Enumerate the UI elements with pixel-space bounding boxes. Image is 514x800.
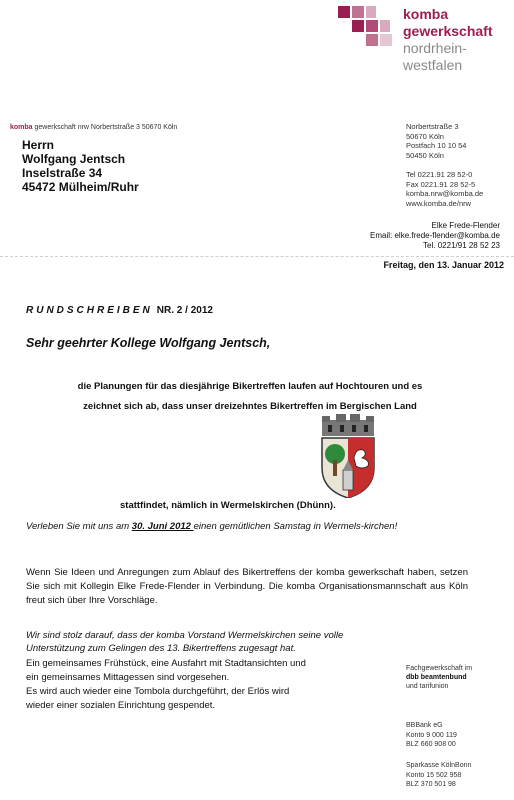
fold-divider	[0, 256, 514, 257]
affiliation-line-1: Fachgewerkschaft im	[406, 665, 473, 672]
letter-title	[26, 305, 213, 316]
logo-region-line1: nordrhein-	[403, 40, 467, 56]
contact-email: komba.nrw@komba.de	[406, 189, 484, 198]
intro-line-2: zeichnet sich ab, dass unser dreizehntes Bikertreffen im Bergischen Land	[83, 401, 417, 412]
contact-street: Norbertstraße 3	[406, 122, 459, 131]
intro-paragraph	[30, 377, 470, 417]
bank-block-2	[406, 761, 471, 790]
logo-brand-line2: gewerkschaft	[403, 23, 493, 39]
letter-number: NR. 2 / 2012	[156, 305, 213, 316]
logo-brand-line1: komba	[403, 6, 449, 22]
person-name: Elke Frede-Flender	[431, 221, 500, 230]
contact-person	[340, 221, 500, 251]
location-line: stattfindet, nämlich in Wermelskirchen (Dhünn).	[120, 500, 336, 511]
program-line-1: Ein gemeinsames Frühstück, eine Ausfahrt mit Stadtansichten und	[26, 658, 306, 669]
program-line-3: Es wird auch wieder eine Tombola durchgeführt, der Erlös wird	[26, 686, 290, 697]
invite-post: einen gemütlichen Samstag in Wermels-kirchen!	[193, 521, 398, 532]
bank2-name: Sparkasse KölnBonn	[406, 762, 472, 769]
support-paragraph: Wir sind stolz darauf, dass der komba Vorstand Wermelskirchen seine volle Unterstützung zum Gelingen des 13. Bikertreffens zugesagt hat.	[26, 630, 344, 654]
recipient-name: Wolfgang Jentsch	[22, 152, 126, 166]
recipient-street: Inselstraße 34	[22, 166, 103, 180]
bank2-konto: Konto 15 502 958	[406, 771, 462, 779]
letter-title-text: RUNDSCHREIBEN	[26, 305, 153, 316]
sender-brand: komba	[10, 124, 33, 131]
contact-web: www.komba.de/nrw	[406, 198, 472, 208]
contact-fax: Fax 0221.91 28 52-5	[406, 179, 476, 189]
contact-tel: Tel 0221.91 28 52-0	[406, 170, 473, 179]
invite-date: 30. Juni 2012	[131, 521, 194, 532]
komba-logo-text	[403, 6, 492, 74]
contact-city1: 50670 Köln	[406, 131, 444, 141]
intro-line-1: die Planungen für das diesjährige Bikertreffen laufen auf Hochtouren und es	[77, 381, 423, 392]
contact-postfach: Postfach 10 10 54	[406, 141, 467, 150]
recipient-city: 45472 Mülheim/Ruhr	[22, 180, 139, 194]
recipient-address	[22, 138, 139, 194]
komba-logo-mark	[338, 6, 396, 46]
bank2-blz: BLZ 370 501 98	[406, 781, 456, 788]
program-line-2: ein gemeinsames Mittagessen sind vorgesehen.	[26, 672, 230, 683]
bank1-blz: BLZ 660 908 00	[406, 741, 456, 748]
person-email: Email: elke.frede-flender@komba.de	[370, 231, 500, 240]
program-line-4: wieder einer sozialen Einrichtung gespendet.	[26, 700, 216, 711]
sender-line	[10, 124, 177, 131]
bank1-konto: Konto 9 000 119	[406, 731, 457, 739]
letter-date: Freitag, den 13. Januar 2012	[383, 260, 504, 270]
ideas-paragraph: Wenn Sie Ideen und Anregungen zum Ablauf des Bikertreffens der komba gewerkschaft haben, setzen Sie sich mit Kollegin Elke Frede-Flender in Verbindung. Die komba Organisationsmannschaft aus Köln freut sich über Ihre Vorschläge.	[26, 567, 468, 606]
person-tel: Tel. 0221/91 28 52 23	[423, 241, 500, 250]
logo-region-line2: westfalen	[403, 57, 463, 73]
bank-block-1	[406, 721, 457, 750]
affiliation-block	[406, 664, 472, 691]
program-paragraph	[26, 657, 406, 713]
affiliation-line-3: und tarifunion	[406, 683, 449, 690]
recipient-salutation: Herrn	[22, 138, 55, 152]
coat-of-arms-icon	[316, 414, 380, 498]
invite-paragraph	[26, 520, 426, 534]
invite-pre: Verleben Sie mit uns am	[26, 521, 132, 532]
contact-block	[406, 122, 483, 208]
sender-address: gewerkschaft nrw Norbertstraße 3 50670 Köln	[34, 124, 178, 131]
contact-city2: 50450 Köln	[406, 150, 444, 160]
bank1-name: BBBank eG	[406, 722, 443, 729]
affiliation-line-2: dbb beamtenbund	[406, 674, 467, 681]
letter-greeting: Sehr geehrter Kollege Wolfgang Jentsch,	[26, 336, 271, 350]
